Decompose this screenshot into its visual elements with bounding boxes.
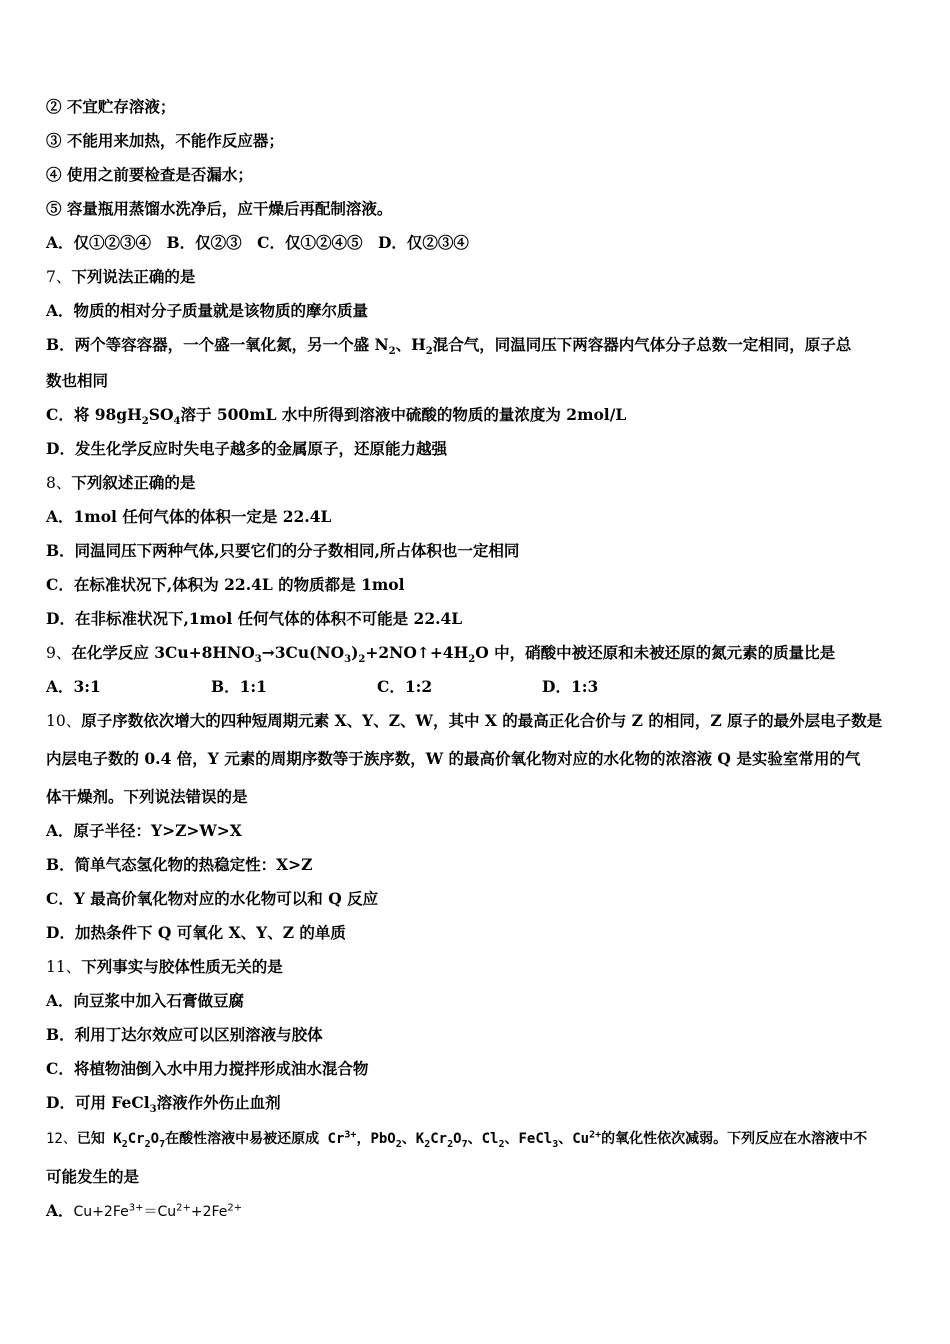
q9-option-d: D．1:3 [542, 677, 599, 696]
q7-option-d: D．发生化学反应时失电子越多的金属原子，还原能力越强 [46, 439, 447, 458]
q7-option-b: B．两个等容容器，一个盛一氧化氮，另一个盛 $N_2$、$H_2$混合气，同温同压下两容器内气体分子总数一定相同，原子总 [46, 335, 852, 358]
q12-stem: 12、已知 $K_2Cr_2O_7$在酸性溶液中易被还原成 $Cr^{3+}$，PbO$_2$、$K_2Cr_2O_7$、$Cl_2$、FeCl$_3$、$Cu^{2+}$的氧化性依次减弱。下列反应在水溶液中不 [46, 1129, 868, 1150]
q8-option-d: D．在非标准状况下,1mol 任何气体的体积不可能是 22.4L [46, 609, 463, 628]
q7-option-b-cont: 数也相同 [46, 371, 109, 390]
q10-stem-line2: 内层电子数的 0.4 倍，Y 元素的周期序数等于族序数，W 的最高价氧化物对应的水化物的浓溶液 Q 是实验室常用的气 [46, 749, 861, 768]
statement-2: ② 不宜贮存溶液； [46, 97, 176, 116]
q8-option-a: A．1mol 任何气体的体积一定是 22.4L [46, 507, 332, 526]
q9-option-a: A．3:1 [46, 677, 101, 696]
q9-option-c: C．1:2 [377, 677, 433, 696]
statement-3: ③ 不能用来加热，不能作反应器； [46, 131, 284, 150]
q10-option-b: B．简单气态氢化物的热稳定性：X>Z [46, 855, 313, 874]
q8-stem: 8、下列叙述正确的是 [46, 473, 196, 492]
q6-options: A．仅①②③④ B．仅②③ C．仅①②④⑤ D．仅②③④ [46, 233, 469, 252]
q10-stem-line3: 体干燥剂。下列说法错误的是 [46, 787, 248, 806]
q10-option-a: A．原子半径：Y>Z>W>X [46, 821, 242, 840]
q10-option-c: C．Y 最高价氧化物对应的水化物可以和 Q 反应 [46, 889, 379, 908]
q10-option-d: D．加热条件下 Q 可氧化 X、Y、Z 的单质 [46, 923, 346, 942]
q11-option-a: A．向豆浆中加入石膏做豆腐 [46, 991, 245, 1010]
statement-4: ④ 使用之前要检查是否漏水； [46, 165, 253, 184]
q8-option-b: B．同温同压下两种气体,只要它们的分子数相同,所占体积也一定相同 [46, 541, 520, 560]
q11-option-b: B．利用丁达尔效应可以区别溶液与胶体 [46, 1025, 323, 1044]
q7-option-a: A．物质的相对分子质量就是该物质的摩尔质量 [46, 301, 369, 320]
q9-stem: 9、在化学反应 $3Cu+8HNO_3\to 3Cu(NO_3)_2+2NO↑+4H_2O$ 中，硝酸中被还原和未被还原的氮元素的质量比是 [46, 643, 836, 666]
q12-stem-line2: 可能发生的是 [46, 1167, 140, 1186]
q11-option-d: D．可用 FeCl$_3$溶液作外伤止血剂 [46, 1093, 281, 1116]
q7-option-c: C．将 $98gH_2SO_4$溶于 500mL 水中所得到溶液中硫酸的物质的量浓度为 2mol/L [46, 405, 627, 428]
q10-stem: 10、原子序数依次增大的四种短周期元素 X、Y、Z、W，其中 X 的最高正化合价与 Z 的相同，Z 原子的最外层电子数是 [46, 711, 883, 730]
q7-stem: 7、下列说法正确的是 [46, 267, 196, 286]
q12-option-a: A．$Cu+2Fe^{3+}=Cu^{2+}+2Fe^{2+}$ [46, 1201, 243, 1220]
statement-5: ⑤ 容量瓶用蒸馏水洗净后，应干燥后再配制溶液。 [46, 199, 393, 218]
q9-option-b: B．1:1 [211, 677, 267, 696]
q8-option-c: C．在标准状况下,体积为 22.4L 的物质都是 1mol [46, 575, 405, 594]
q11-stem: 11、下列事实与胶体性质无关的是 [46, 957, 283, 976]
q11-option-c: C．将植物油倒入水中用力搅拌形成油水混合物 [46, 1059, 369, 1078]
